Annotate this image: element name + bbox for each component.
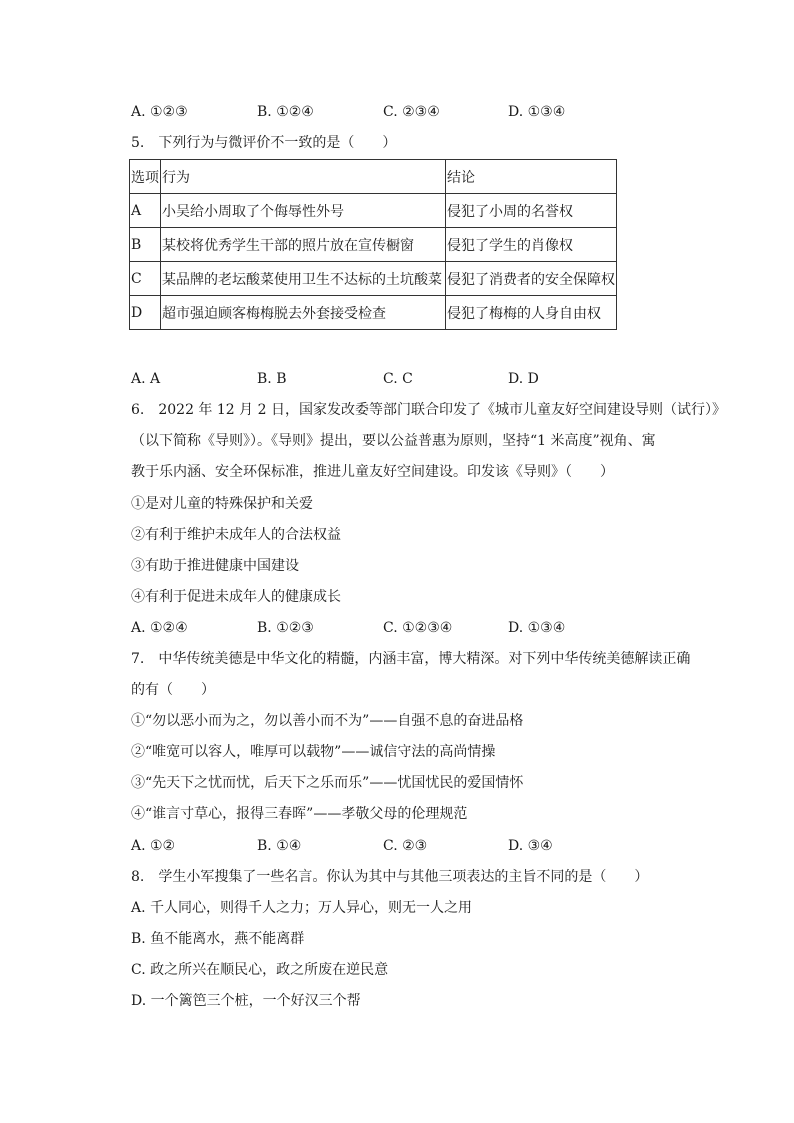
table-header: 结论 bbox=[446, 160, 617, 194]
table-row bbox=[130, 262, 617, 296]
table-row bbox=[130, 228, 617, 262]
option-a[interactable]: A. ①②④ bbox=[131, 620, 188, 636]
q6-stem-line: 6. 2022 年 12 月 2 日，国家发改委等部门联合印发了《城市儿童友好空间建设导则（试行）》 bbox=[131, 402, 726, 418]
q7-options bbox=[131, 836, 691, 856]
q8-option-b[interactable]: B. 鱼不能离水，燕不能离群 bbox=[131, 931, 305, 947]
table-header-row bbox=[130, 160, 617, 194]
option-b[interactable]: B. ①②④ bbox=[257, 104, 314, 120]
table-row bbox=[130, 194, 617, 228]
option-d[interactable]: D. ③④ bbox=[508, 838, 553, 854]
q6-item: ③有助于推进健康中国建设 bbox=[131, 558, 299, 574]
table-cell: 超市强迫顾客梅梅脱去外套接受检查 bbox=[161, 296, 446, 330]
table-cell: 侵犯了消费者的安全保障权 bbox=[446, 262, 617, 296]
option-b[interactable]: B. B bbox=[257, 371, 287, 387]
option-a[interactable]: A. A bbox=[131, 371, 161, 387]
table-cell: 侵犯了学生的肖像权 bbox=[446, 228, 617, 262]
q5-table bbox=[129, 159, 617, 330]
q7-item: ④“谁言寸草心，报得三春晖”——孝敬父母的伦理规范 bbox=[131, 806, 468, 822]
q5-stem: 5. 下列行为与微评价不一致的是（ ） bbox=[131, 135, 397, 151]
option-c[interactable]: C. ②③④ bbox=[383, 104, 440, 120]
option-c[interactable]: C. ①②③④ bbox=[383, 620, 453, 636]
table-cell: C bbox=[130, 262, 161, 296]
q5-options bbox=[131, 369, 691, 389]
q8-stem: 8. 学生小军搜集了一些名言。你认为其中与其他三项表达的主旨不同的是（ ） bbox=[131, 869, 649, 885]
q7-item: ②“唯宽可以容人，唯厚可以载物”——诚信守法的高尚情操 bbox=[131, 744, 496, 760]
option-d[interactable]: D. ①③④ bbox=[508, 620, 566, 636]
q8-option-c[interactable]: C. 政之所兴在顺民心，政之所废在逆民意 bbox=[131, 962, 389, 978]
table-row bbox=[130, 296, 617, 330]
option-c[interactable]: C. ②③ bbox=[383, 838, 428, 854]
q7-item: ①“勿以恶小而为之，勿以善小而不为”——自强不息的奋进品格 bbox=[131, 713, 524, 729]
table-cell: B bbox=[130, 228, 161, 262]
prev-question-options bbox=[131, 102, 691, 122]
q7-item: ③“先天下之忧而忧，后天下之乐而乐”——忧国忧民的爱国情怀 bbox=[131, 775, 524, 791]
q7-stem-line: 的有（ ） bbox=[131, 682, 215, 698]
q8-option-d[interactable]: D. 一个篱笆三个桩，一个好汉三个帮 bbox=[131, 993, 361, 1009]
table-cell: 侵犯了梅梅的人身自由权 bbox=[446, 296, 617, 330]
q6-stem-line: 教于乐内涵、安全环保标准，推进儿童友好空间建设。印发该《导则》（ ） bbox=[131, 464, 614, 480]
table-cell: 某校将优秀学生干部的照片放在宣传橱窗 bbox=[161, 228, 446, 262]
table-cell: 侵犯了小周的名誉权 bbox=[446, 194, 617, 228]
q6-item: ②有利于维护未成年人的合法权益 bbox=[131, 527, 341, 543]
table-cell: 小吴给小周取了个侮辱性外号 bbox=[161, 194, 446, 228]
q6-item: ④有利于促进未成年人的健康成长 bbox=[131, 589, 341, 605]
table-header: 行为 bbox=[161, 160, 446, 194]
option-a[interactable]: A. ①② bbox=[131, 838, 176, 854]
option-b[interactable]: B. ①②③ bbox=[257, 620, 314, 636]
option-d[interactable]: D. D bbox=[508, 371, 539, 387]
option-d[interactable]: D. ①③④ bbox=[508, 104, 566, 120]
q6-stem-line: （以下简称《导则》）。《导则》提出，要以公益普惠为原则，坚持“1 米高度”视角、寓 bbox=[131, 433, 656, 449]
q8-option-a[interactable]: A. 千人同心，则得千人之力；万人异心，则无一人之用 bbox=[131, 900, 473, 916]
table-cell: D bbox=[130, 296, 161, 330]
option-a[interactable]: A. ①②③ bbox=[131, 104, 188, 120]
q7-stem-line: 7. 中华传统美德是中华文化的精髓，内涵丰富，博大精深。对下列中华传统美德解读正确 bbox=[131, 651, 691, 667]
table-header: 选项 bbox=[130, 160, 161, 194]
table-cell: 某品牌的老坛酸菜使用卫生不达标的土坑酸菜 bbox=[161, 262, 446, 296]
q6-item: ①是对儿童的特殊保护和关爱 bbox=[131, 496, 313, 512]
table-cell: A bbox=[130, 194, 161, 228]
q6-options bbox=[131, 618, 691, 638]
option-c[interactable]: C. C bbox=[383, 371, 413, 387]
option-b[interactable]: B. ①④ bbox=[257, 838, 302, 854]
